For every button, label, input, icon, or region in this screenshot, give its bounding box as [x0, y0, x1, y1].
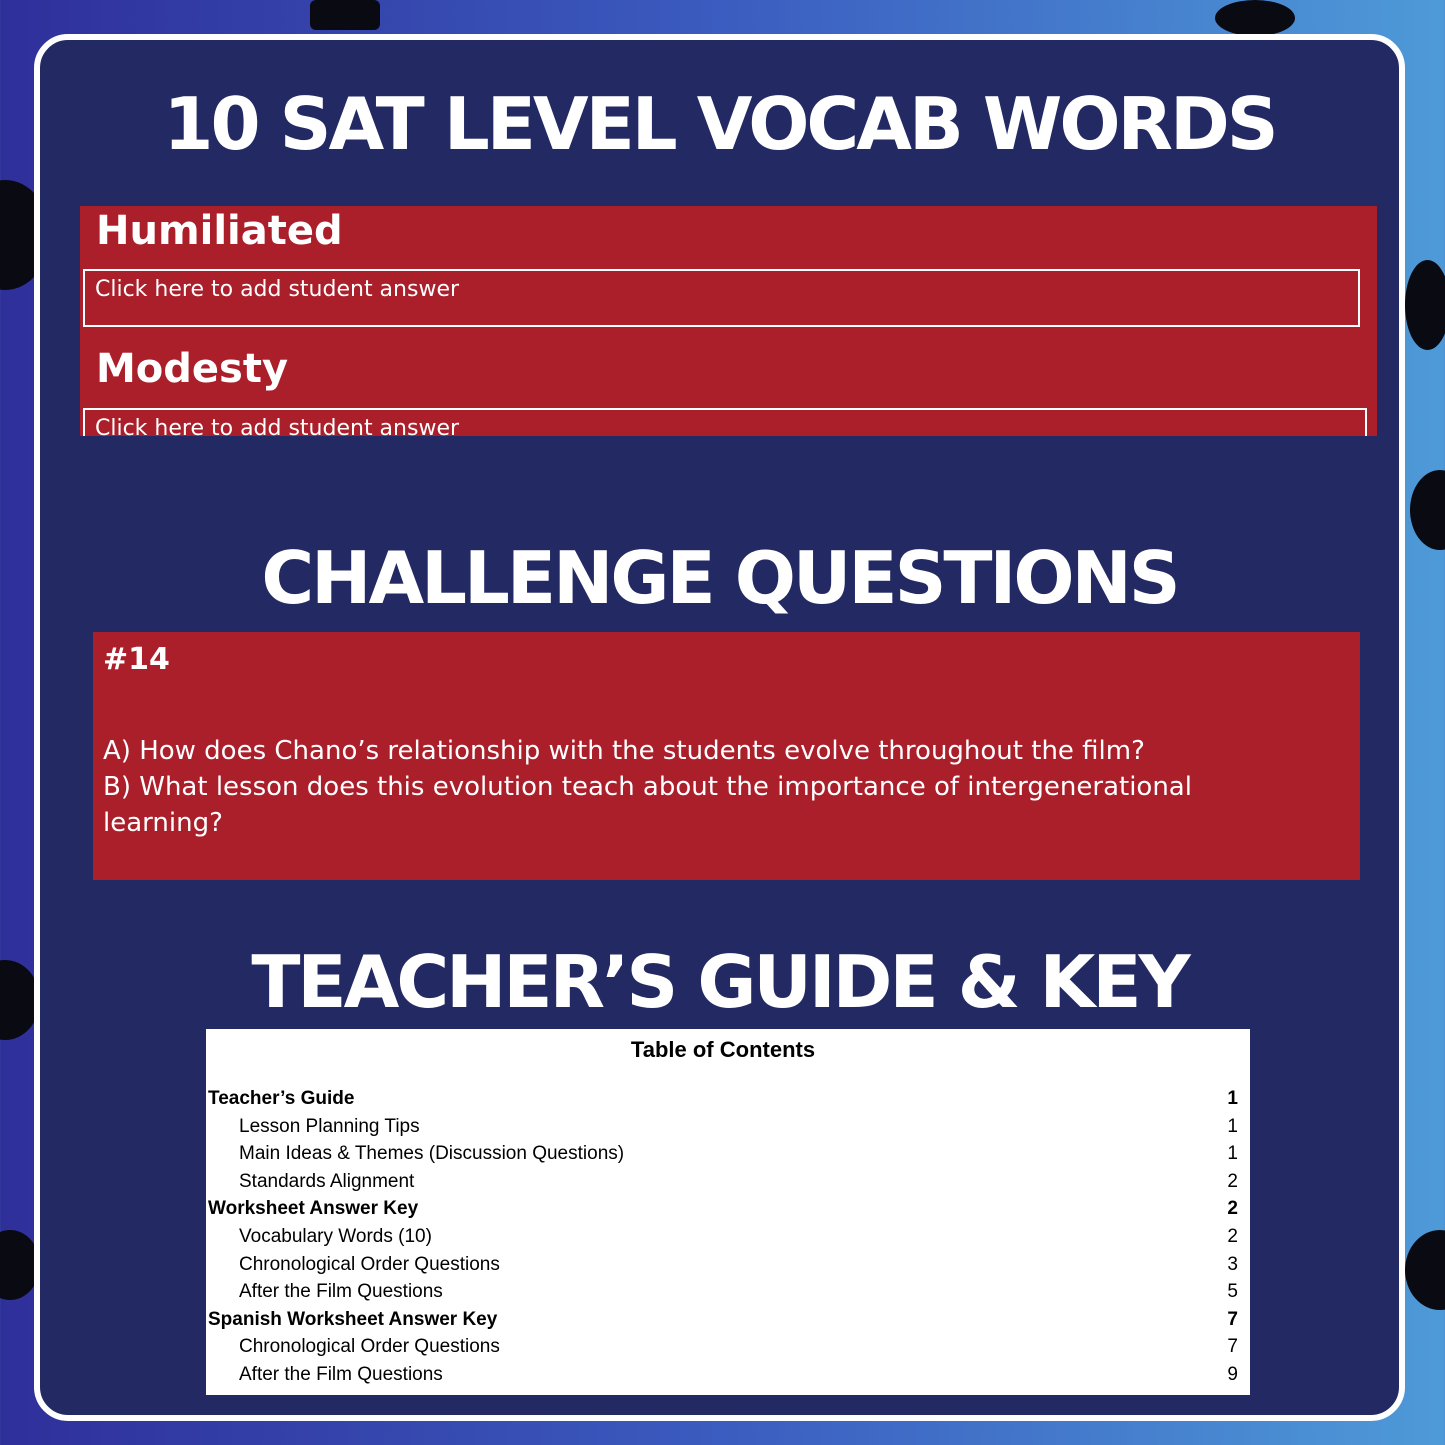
challenge-panel: [93, 632, 1360, 880]
toc-entry-page: 1: [1227, 1115, 1238, 1137]
vocab-word: Humiliated: [96, 208, 343, 254]
toc-entry[interactable]: [208, 1306, 1238, 1334]
toc-entry-label: Spanish Worksheet Answer Key: [208, 1308, 498, 1330]
challenge-heading: CHALLENGE QUESTIONS: [261, 536, 1178, 620]
background-decoration: [310, 0, 380, 30]
toc-entry[interactable]: [208, 1251, 1238, 1279]
question-line: learning?: [103, 808, 223, 838]
toc-entry-page: 9: [1227, 1363, 1238, 1385]
toc-entry-label: Standards Alignment: [239, 1170, 415, 1192]
guide-heading: TEACHER’S GUIDE & KEY: [251, 940, 1188, 1024]
toc-entry-label: After the Film Questions: [239, 1281, 443, 1303]
toc-entry[interactable]: [208, 1113, 1238, 1141]
toc-entry-label: Lesson Planning Tips: [239, 1115, 420, 1137]
toc-entry-label: Main Ideas & Themes (Discussion Questions): [239, 1143, 625, 1165]
toc-entry-page: 2: [1227, 1170, 1238, 1192]
toc-entry-page: 5: [1227, 1281, 1238, 1303]
toc-entry[interactable]: [208, 1140, 1238, 1168]
content-card: [34, 34, 1405, 1421]
vocab-heading: 10 SAT LEVEL VOCAB WORDS: [163, 82, 1276, 166]
toc-entry-page: 7: [1227, 1336, 1238, 1358]
question-line: A) How does Chano’s relationship with the students evolve throughout the film?: [103, 736, 1145, 766]
toc-entry[interactable]: [208, 1168, 1238, 1196]
toc-entry-page: 1: [1227, 1088, 1238, 1109]
student-answer-field[interactable]: Click here to add student answer: [83, 269, 1360, 327]
toc-entry-page: 2: [1227, 1225, 1238, 1247]
toc-entry[interactable]: [208, 1223, 1238, 1251]
toc-entry-page: 2: [1227, 1198, 1238, 1220]
background-decoration: [1410, 470, 1445, 550]
background-decoration: [1405, 1230, 1445, 1310]
toc-entry[interactable]: [208, 1085, 1238, 1113]
toc-entry-label: Chronological Order Questions: [239, 1336, 500, 1358]
toc-entry-label: Worksheet Answer Key: [208, 1198, 419, 1220]
toc-entry-label: Chronological Order Questions: [239, 1253, 500, 1275]
toc-entry-label: Teacher’s Guide: [208, 1088, 355, 1109]
toc-entry[interactable]: [208, 1361, 1238, 1389]
student-answer-field[interactable]: Click here to add student answer: [83, 408, 1367, 436]
vocab-panel: [80, 206, 1377, 436]
toc-entry-label: After the Film Questions: [239, 1363, 443, 1385]
toc-entry-page: 1: [1227, 1143, 1238, 1165]
toc-entry-label: Vocabulary Words (10): [239, 1225, 432, 1247]
toc-entry[interactable]: [208, 1195, 1238, 1223]
background-decoration: [1405, 260, 1445, 350]
toc-entry[interactable]: [208, 1333, 1238, 1361]
table-of-contents: [206, 1029, 1250, 1395]
background-decoration: [1215, 0, 1295, 36]
question-number: #14: [103, 642, 170, 677]
toc-entry-page: 3: [1227, 1253, 1238, 1275]
vocab-word: Modesty: [96, 346, 289, 392]
toc-entry-page: 7: [1227, 1308, 1238, 1330]
question-line: B) What lesson does this evolution teach about the importance of intergenerational: [103, 772, 1192, 802]
toc-title: Table of Contents: [630, 1037, 816, 1062]
toc-entry[interactable]: [208, 1278, 1238, 1306]
